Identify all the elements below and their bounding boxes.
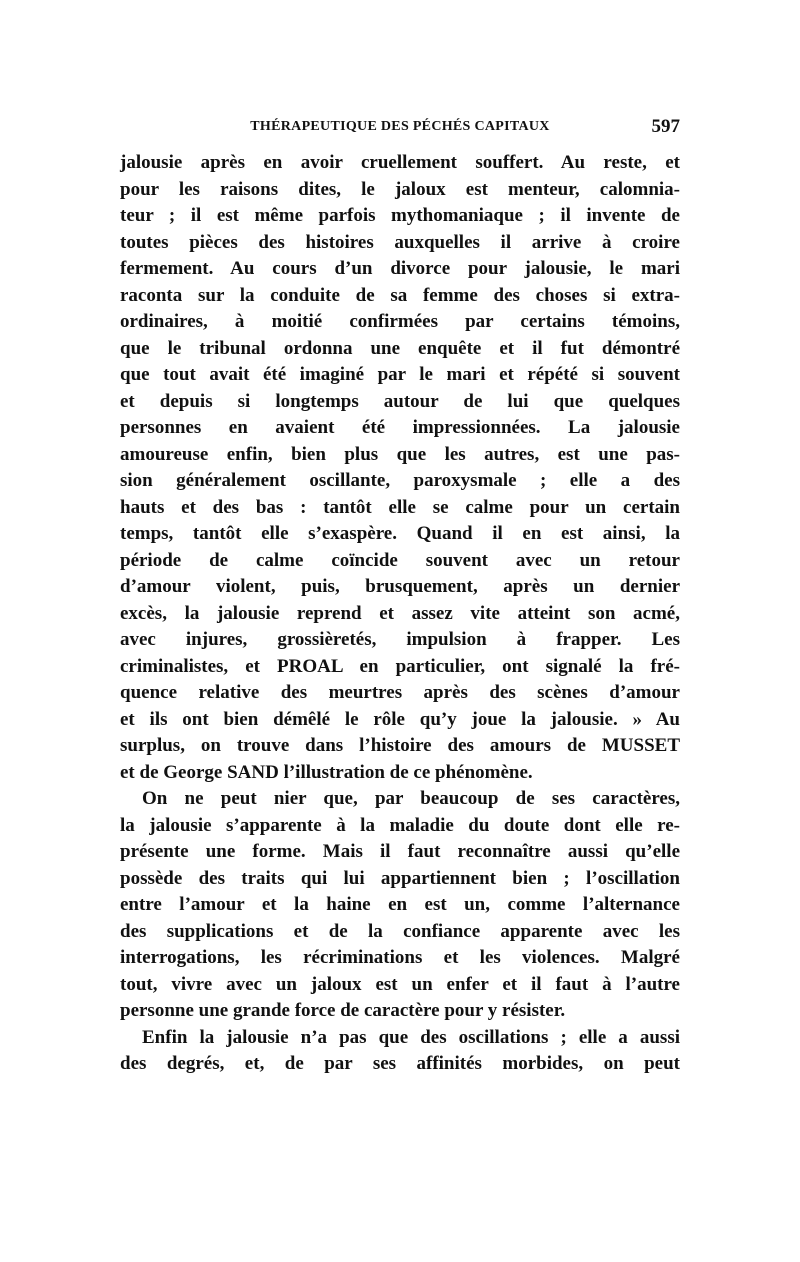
text-line: On ne peut nier que, par beaucoup de ses caractères, bbox=[142, 788, 680, 809]
text-line: jalousie après en avoir cruellement souffert. Au reste, et bbox=[120, 152, 680, 173]
text-line: entre l’amour et la haine en est un, comme l’alternance bbox=[120, 894, 680, 915]
text-line: toutes pièces des histoires auxquelles il arrive à croire bbox=[120, 231, 680, 253]
text-line: et ils ont bien démêlé le rôle qu’y joue la jalousie. » Au bbox=[120, 708, 680, 730]
text-line: que tout avait été imaginé par le mari et répété si souvent bbox=[120, 364, 680, 385]
text-line: excès, la jalousie reprend et assez vite atteint son acmé, bbox=[120, 602, 680, 624]
text-line: Enfin la jalousie n’a pas que des oscillations ; elle a aussi bbox=[142, 1026, 680, 1048]
text-line: raconta sur la conduite de sa femme des choses si extra- bbox=[120, 284, 680, 306]
text-line: fermement. Au cours d’un divorce pour jalousie, le mari bbox=[120, 258, 680, 279]
running-title: THÉRAPEUTIQUE DES PÉCHÉS CAPITAUX bbox=[250, 119, 550, 134]
text-line: tout, vivre avec un jaloux est un enfer et il faut à l’autre bbox=[120, 973, 680, 995]
text-line: des degrés, et, de par ses affinités morbides, on peut bbox=[120, 1053, 680, 1074]
body-text bbox=[120, 150, 680, 1078]
text-line: présente une forme. Mais il faut reconnaître aussi qu’elle bbox=[120, 841, 680, 862]
text-line: surplus, on trouve dans l’histoire des amours de MUSSET bbox=[120, 735, 680, 756]
text-line: et de George SAND l’illustration de ce phénomène. bbox=[120, 761, 533, 783]
text-line: hauts et des bas : tantôt elle se calme pour un certain bbox=[120, 496, 680, 518]
text-line: sion généralement oscillante, paroxysmale ; elle a des bbox=[120, 470, 680, 491]
paragraph-2 bbox=[120, 786, 680, 1025]
paragraph-1 bbox=[120, 150, 680, 786]
text-line: amoureuse enfin, bien plus que les autres, est une pas- bbox=[120, 443, 680, 465]
paragraph-3 bbox=[120, 1025, 680, 1078]
text-line: possède des traits qui lui appartiennent bien ; l’oscillation bbox=[120, 867, 680, 889]
text-line: quence relative des meurtres après des scènes d’amour bbox=[120, 682, 680, 703]
page-number: 597 bbox=[651, 116, 680, 137]
text-line: personne une grande force de caractère pour y résister. bbox=[120, 1000, 566, 1021]
text-line: ordinaires, à moitié confirmées par certains témoins, bbox=[120, 311, 680, 332]
text-line: période de calme coïncide souvent avec un retour bbox=[120, 549, 680, 571]
text-line: personnes en avaient été impressionnées. La jalousie bbox=[120, 417, 680, 438]
running-head bbox=[120, 116, 680, 138]
text-line: criminalistes, et PROAL en particulier, ont signalé la fré- bbox=[120, 655, 680, 677]
text-line: la jalousie s’apparente à la maladie du doute dont elle re- bbox=[120, 814, 680, 836]
text-line: temps, tantôt elle s’exaspère. Quand il en est ainsi, la bbox=[120, 523, 680, 544]
text-line: interrogations, les récriminations et les violences. Malgré bbox=[120, 947, 680, 968]
text-line: que le tribunal ordonna une enquête et il fut démontré bbox=[120, 337, 680, 359]
text-line: des supplications et de la confiance apparente avec les bbox=[120, 920, 680, 942]
text-line: d’amour violent, puis, brusquement, après un dernier bbox=[120, 576, 680, 597]
text-line: et depuis si longtemps autour de lui que quelques bbox=[120, 390, 680, 412]
text-line: avec injures, grossièretés, impulsion à frapper. Les bbox=[120, 629, 680, 650]
text-line: pour les raisons dites, le jaloux est menteur, calomnia- bbox=[120, 178, 680, 200]
text-line: teur ; il est même parfois mythomaniaque ; il invente de bbox=[120, 205, 680, 226]
